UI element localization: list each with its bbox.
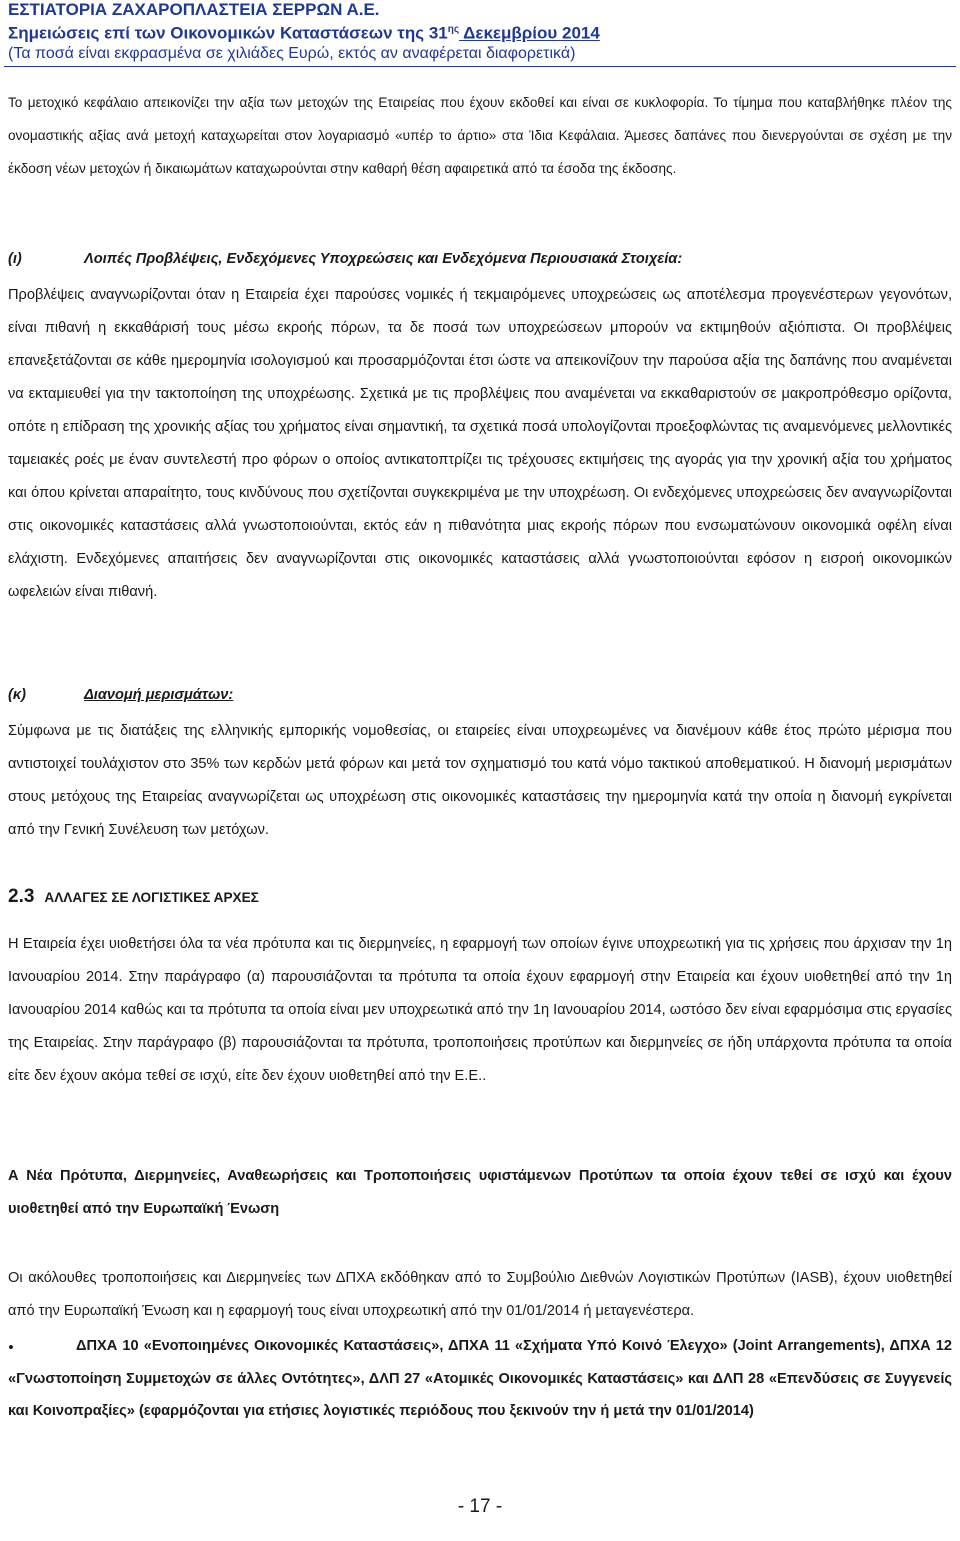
dividends-paragraph: Σύμφωνα με τις διατάξεις της ελληνικής εμπορικής νομοθεσίας, οι εταιρείες είναι υποχρεωμένες να διανέμουν κάθε έτος πρώτο μέρισμα που αντιστοιχεί τουλάχιστον στο 35% των κερδών μετά φόρων και μετά τον σχηματισμό του κατά νόμο τακτικού αποθεματικού. Η διανομή μερισμάτων στους μετόχους της Εταιρείας αναγνωρίζεται ως υποχρέωση στις οικονομικές καταστάσεις την ημερομηνία κατά την οποία η διανομή εγκρίνεται από την Γενική Συνέλευση των μετόχων.: [8, 723, 952, 838]
section-2-3-number: 2.3: [8, 886, 35, 907]
section-i-title: Λοιπές Προβλέψεις, Ενδεχόμενες Υποχρεώσεις και Ενδεχόμενα Περιουσιακά Στοιχεία:: [84, 251, 683, 267]
ifrs-amendments-paragraph: Οι ακόλουθες τροποποιήσεις και Διερμηνείες των ΔΠΧΑ εκδόθηκαν από το Συμβούλιο Διεθνών Λογιστικών Προτύπων (IASB), έχουν υιοθετηθεί από την Ευρωπαϊκή Ένωση και η εφαρμογή τους είναι υποχρεωτική από την 01/01/2014 ή μεταγενέστερα.: [8, 1270, 952, 1319]
share-capital-paragraph: Το μετοχικό κεφάλαιο απεικονίζει την αξία των μετοχών της Εταιρείας που έχουν εκδοθεί και είναι σε κυκλοφορία. Το τίμημα που καταβλήθηκε πλέον της ονομαστικής αξίας ανά μετοχή καταχωρείται στον λογαριασμό «υπέρ το άρτιο» στα Ίδια Κεφάλαια. Άμεσες δαπάνες που διενεργούνται σε σχέση με την έκδοση νέων μετοχών ή δικαιωμάτων καταχωρούνται στην καθαρή θέση αφαιρετικά από τα έσοδα της έκδοσης.: [8, 95, 952, 176]
provisions-paragraph: Προβλέψεις αναγνωρίζονται όταν η Εταιρεία έχει παρούσες νομικές ή τεκμαιρόμενες υποχρεώσεις ως αποτέλεσμα προγενέστερων γεγονότων, είναι πιθανή η εκκαθάρισή τους μέσω εκροής πόρων, τα δε ποσά των υποχρεώσεων μπορούν να εκτιμηθούν αξιόπιστα. Οι προβλέψεις επανεξετάζονται σε κάθε ημερομηνία ισολογισμού και προσαρμόζονται έτσι ώστε να απεικονίζουν την παρούσα αξία της δαπάνης που αναμένεται να εκταμιευθεί για την τακτοποίηση της υποχρέωσης. Σχετικά με τις προβλέψεις που αναμένεται να εκκαθαριστούν σε μακροπρόθεσμο ορίζοντα, οπότε η επίδραση της χρονικής αξίας του χρήματος είναι σημαντική, τα σχετικά ποσά υπολογίζονται προεξοφλώντας τις αναμενόμενες μελλοντικές ταμειακές ροές με έναν συντελεστή προ φόρων ο οποίος αντικατοπτρίζει τις τρέχουσες εκτιμήσεις της αγοράς για την χρονική αξία του χρήματος και όπου κρίνεται απαραίτητο, τους κινδύνους που σχετίζονται συγκεκριμένα με την υποχρέωση. Οι ενδεχόμενες υποχρεώσεις δεν αναγνωρίζονται στις οικονομικές καταστάσεις αλλά γνωστοποιούνται, εκτός εάν η πιθανότητα μιας εκροής πόρων που ενσωματώνουν οικονομικά οφέλη είναι ελάχιστη. Ενδεχόμενες απαιτήσεις δεν αναγνωρίζονται στις οικονομικές καταστάσεις αλλά γνωστοποιούνται εφόσον η εισροή οικονομικών ωφελειών είναι πιθανή.: [8, 287, 952, 600]
section-2-3-title: ΑΛΛΑΓΕΣ ΣΕ ΛΟΓΙΣΤΙΚΕΣ ΑΡΧΕΣ: [44, 890, 259, 905]
section-k-heading: [8, 680, 952, 710]
bullet-marker: •: [8, 1338, 14, 1357]
page-number: - 17 -: [457, 1496, 503, 1517]
section-k-title: Διανομή μερισμάτων:: [84, 687, 234, 703]
header-divider: [4, 66, 956, 67]
currency-note: (Τα ποσά είναι εκφρασμένα σε χιλιάδες Ευρώ, εκτός αν αναφέρεται διαφορετικά): [8, 44, 576, 62]
accounting-changes-paragraph: Η Εταιρεία έχει υιοθετήσει όλα τα νέα πρότυπα και τις διερμηνείες, η εφαρμογή των οποίων έγινε υποχρεωτική για τις χρήσεις που άρχισαν την 1η Ιανουαρίου 2014. Στην παράγραφο (α) παρουσιάζονται τα πρότυπα τα οποία έχουν εφαρμογή στην Εταιρεία και έχουν υιοθετηθεί από την 1η Ιανουαρίου 2014 καθώς και τα πρότυπα τα οποία είναι μεν υποχρεωτικά από την 1η Ιανουαρίου 2014, ωστόσο δεν είναι εφαρμόσιμα στις εργασίες της Εταιρείας. Στην παράγραφο (β) παρουσιάζονται τα πρότυπα, τροποποιήσεις προτύπων και διερμηνείες σε ήδη υπάρχοντα πρότυπα τα οποία είτε δεν έχουν ακόμα τεθεί σε ισχύ, είτε δεν έχουν υιοθετηθεί από την Ε.Ε..: [8, 936, 952, 1084]
notes-title: Σημειώσεις επί των Οικονομικών Καταστάσεων της $31^{\eta\varsigma}$ Δεκεμβρίου 2014: [8, 23, 600, 43]
document-header: [8, 0, 952, 64]
subsection-a-heading: Α Νέα Πρότυπα, Διερμηνείες, Αναθεωρήσεις και Τροποποιήσεις υφιστάμενων Προτύπων τα οποία έχουν τεθεί σε ισχύ και έχουν υιοθετηθεί από την Ευρωπαϊκή Ένωση: [8, 1168, 952, 1217]
section-i-label: (ι): [8, 251, 22, 267]
ifrs-bullet-item: ΔΠΧΑ 10 «Ενοποιημένες Οικονομικές Καταστάσεις», ΔΠΧΑ 11 «Σχήματα Υπό Κοινό Έλεγχο» (Joint Arrangements), ΔΠΧΑ 12 «Γνωστοποίηση Συμμετοχών σε άλλες Οντότητες», ΔΛΠ 27 «Ατομικές Οικονομικές Καταστάσεις» και ΔΛΠ 28 «Επενδύσεις σε Συγγενείς και Κοινοπραξίες» (εφαρμόζονται για ετήσιες λογιστικές περιόδους που ξεκινούν την ή μετά την 01/01/2014): [8, 1338, 952, 1420]
section-2-3-heading: [8, 882, 952, 913]
section-i-heading: [8, 244, 952, 274]
section-k-label: (κ): [8, 687, 26, 703]
company-name: ΕΣΤΙΑΤΟΡΙΑ ΖΑΧΑΡΟΠΛΑΣΤΕΙΑ ΣΕΡΡΩΝ Α.Ε.: [8, 0, 380, 19]
